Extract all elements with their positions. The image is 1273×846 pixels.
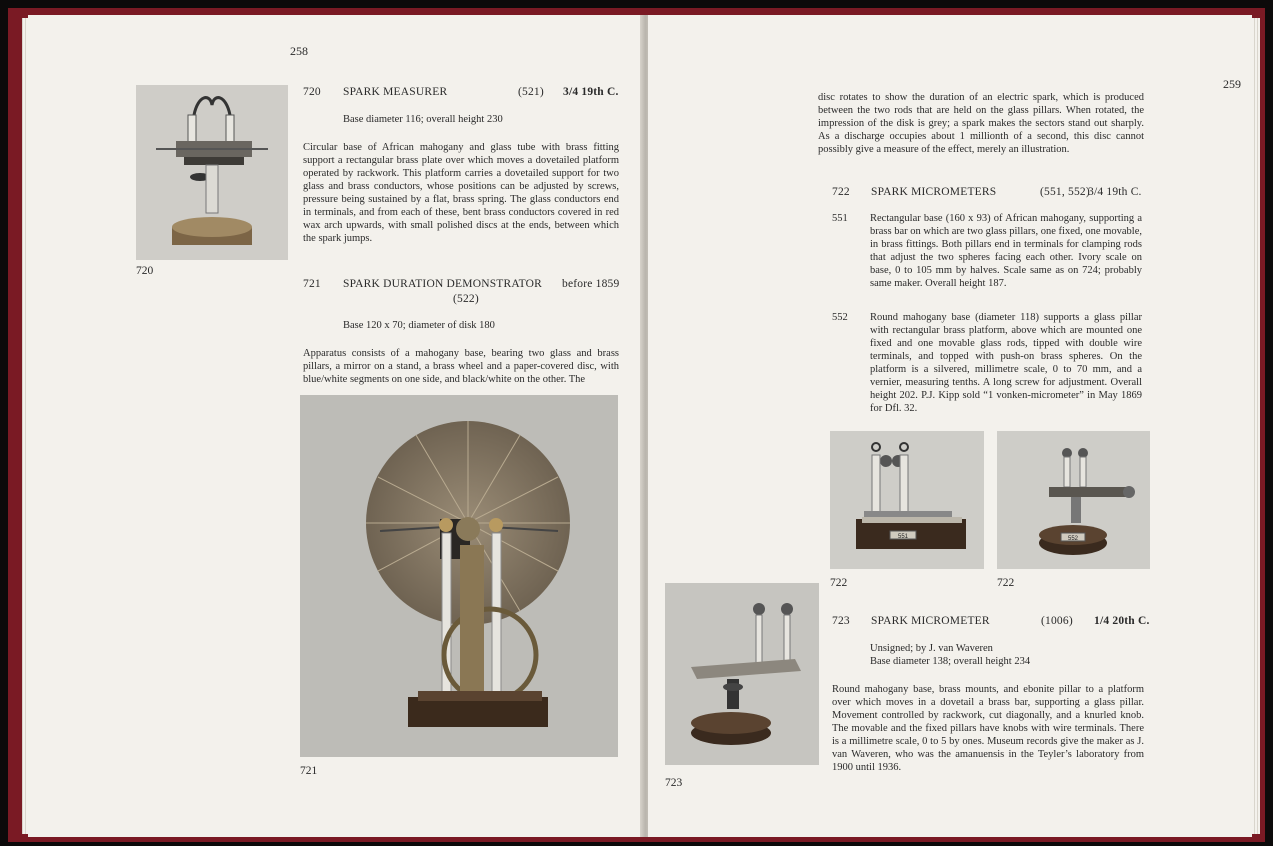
- figure-caption-722a: 722: [830, 577, 848, 589]
- continuation-text-721: disc rotates to show the duration of an electric spark, which is produced between the two rods that are held on the glass pillars. When rotated, the impression of the disk is grey; a spark makes the sectors stand out sharply. As a discharge occupies about 1 millionth of a second, this disc cannot possibly give a measure of the effect, merely an illustration.: [818, 92, 1144, 155]
- entry-description-723: Round mahogany base, brass mounts, and ebonite pillar to a platform over which moves in a dovetail a brass bar, supporting a glass pillar. Movement controlled by rackwork, cut diagonally, and a knurled knob. The movable and the fixed pillars have knobs with wire terminals. There is a millimetre scale, 0 to 5 by ones. Museum records give the maker as J. van Waveren, who was the amanuensis in the Teyler’s laboratory from 1900 until 1936.: [832, 684, 1144, 773]
- figure-caption-723: 723: [665, 777, 683, 789]
- entry-number-723: 723: [832, 615, 850, 627]
- entry-ref-722: (551, 552): [1040, 186, 1090, 198]
- item-number-552: 552: [832, 312, 848, 323]
- specimen-label-552: 552: [1067, 536, 1079, 542]
- photo-723-spark-micrometer: [665, 583, 819, 765]
- entry-date-723: 1/4 20th C.: [1094, 615, 1150, 627]
- entry-title-721: SPARK DURATION DEMONSTRATOR: [343, 278, 543, 290]
- entry-date-722: 3/4 19th C.: [1088, 186, 1142, 198]
- entry-ref-723: (1006): [1041, 615, 1073, 627]
- specimen-label-551: 551: [897, 534, 909, 540]
- page-number: 258: [290, 44, 308, 58]
- entry-dimensions-723: Base diameter 138; overall height 234: [870, 656, 1031, 667]
- entry-number-721: 721: [303, 278, 321, 290]
- entry-title-720: SPARK MEASURER: [343, 86, 448, 98]
- item-number-551: 551: [832, 213, 848, 224]
- item-description-551: Rectangular base (160 x 93) of African mahogany, supporting a brass bar on which are two glass pillars, one fixed, one movable, in brass fittings. Both pillars end in terminals for clamping rods that adjust the two spheres facing each other. Ivory scale on base, 0 to 105 mm by halves. Scale same as on 724; probably same maker. Overall height 187.: [870, 213, 1142, 289]
- photo-720-spark-measurer: [136, 85, 288, 260]
- right-page: [648, 15, 1252, 837]
- figure-caption-722b: 722: [997, 577, 1015, 589]
- entry-title-723: SPARK MICROMETER: [871, 615, 990, 627]
- entry-date-720: 3/4 19th C.: [563, 86, 619, 98]
- item-description-552: Round mahogany base (diameter 118) supports a glass pillar with rectangular brass platform, above which are mounted one fixed and one movable glass rods, tipped with double wire terminals, and topped with push-on brass spheres. On the platform is a silvered, millimetre scale, 0 to 70 mm, and a vernier, measuring tenths. A long screw for adjustment. Overall height 202. P.J. Kipp sold “1 vonken-micrometer” in May 1869 for Dfl. 32.: [870, 312, 1142, 414]
- left-page: [28, 15, 644, 837]
- entry-title-722: SPARK MICROMETERS: [871, 186, 997, 198]
- entry-dimensions-720: Base diameter 116; overall height 230: [343, 114, 503, 125]
- entry-ref-720: (521): [518, 86, 544, 98]
- page-number: 259: [1223, 77, 1241, 91]
- photo-721-spark-duration-demonstrator: [300, 395, 618, 757]
- photo-722-spark-micrometer-552: [997, 431, 1150, 569]
- entry-dimensions-721: Base 120 x 70; diameter of disk 180: [343, 320, 495, 331]
- entry-ref-721: (522): [453, 293, 479, 305]
- entry-number-720: 720: [303, 86, 321, 98]
- figure-caption-721: 721: [300, 765, 318, 777]
- entry-description-721: Apparatus consists of a mahogany base, bearing two glass and brass pillars, a mirror on a stand, a brass wheel and a paper-covered disc, with blue/white segments on one side, and black/white on the other. The: [303, 348, 619, 385]
- entry-description-720: Circular base of African mahogany and glass tube with brass fitting support a rectangular brass plate over which moves a dovetailed platform operated by rackwork. This platform carries a dovetailed support for two glass and brass conductors, whose positions can be adjusted by screws, pressure being sustained by a flat, brass spring. The glass conductors end in terminals, and from each of these, bent brass conductors covered in red wax arch upwards, with small polished discs at the ends, between which the spark jumps.: [303, 142, 619, 244]
- entry-number-722: 722: [832, 186, 850, 198]
- photo-722-spark-micrometer-551: [830, 431, 984, 569]
- entry-date-721: before 1859: [562, 278, 620, 290]
- figure-caption-720: 720: [136, 265, 154, 277]
- entry-maker-723: Unsigned; by J. van Waveren: [870, 643, 993, 654]
